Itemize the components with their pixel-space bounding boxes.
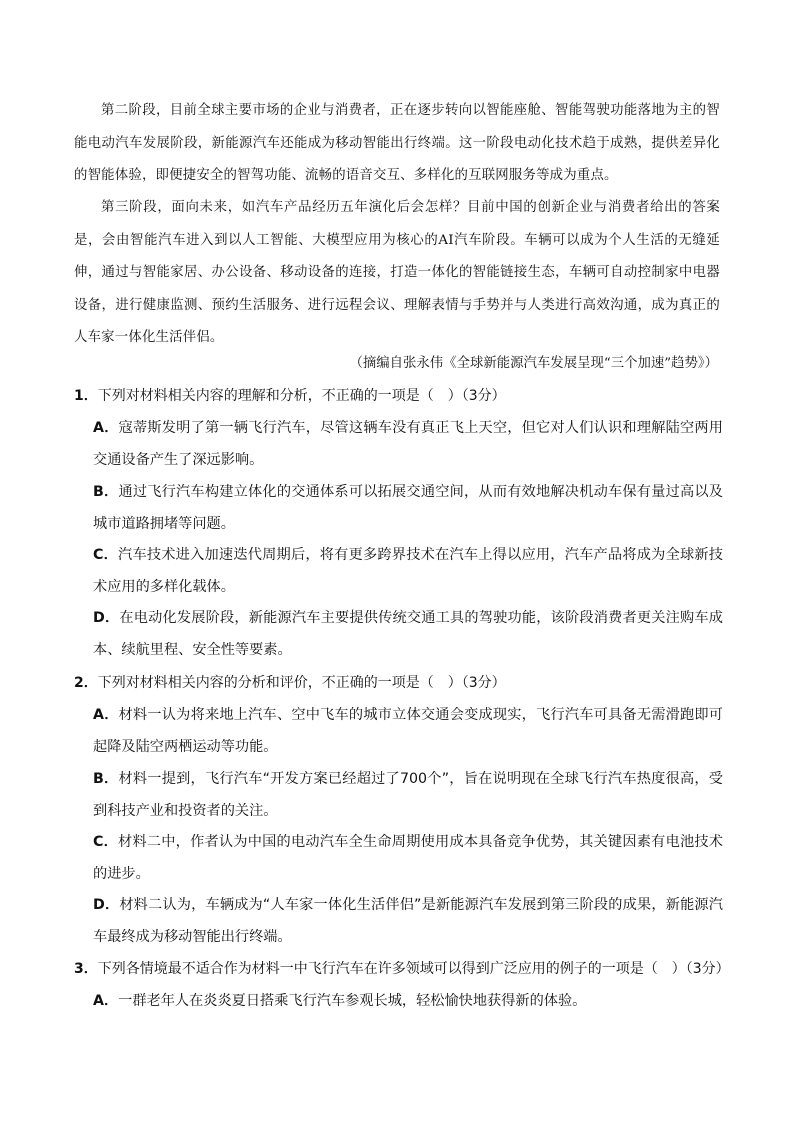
passage-source-citation: （摘编自张永伟《全球新能源汽车发展呈现“三个加速”趋势》） — [349, 356, 718, 371]
option-text: 汽车技术进入加速迭代周期后，将有更多跨界技术在汽车上得以应用，汽车产品将成为全球新技术应用的多样化载体。 — [93, 547, 723, 595]
option-text: 材料二认为，车辆成为“人车家一体化生活伴侣”是新能源汽车发展到第三阶段的成果，新能源汽车最终成为移动智能出行终端。 — [93, 897, 723, 945]
option-text: 一群老年人在炎炎夏日搭乘飞行汽车参观长城，轻松愉快地获得新的体验。 — [118, 993, 587, 1009]
question-3-option-a — [93, 986, 723, 1018]
option-letter: D． — [93, 897, 120, 913]
option-text: 寇蒂斯发明了第一辆飞行汽车，尽管这辆车没有真正飞上天空，但它对人们认识和理解陆空两用交通设备产生了深远影响。 — [93, 420, 723, 468]
question-3-number: 3． — [74, 961, 98, 977]
option-letter: B． — [93, 484, 119, 500]
option-letter: C． — [93, 834, 119, 850]
passage-paragraph-stage-two: 第二阶段，目前全球主要市场的企业与消费者，正在逐步转向以智能座舱、智能驾驶功能落地为主的智能电动汽车发展阶段，新能源汽车还能成为移动智能出行终端。这一阶段电动化技术趋于成熟，提供差异化的智能体验，即便捷安全的智驾功能、流畅的语音交互、多样化的互联网服务等成为重点。 — [74, 103, 720, 183]
question-2-option-c — [93, 827, 723, 890]
question-1-option-b — [93, 477, 723, 540]
option-text: 材料二中，作者认为中国的电动汽车全生命周期使用成本具备竞争优势，其关键因素有电池技术的进步。 — [93, 834, 723, 882]
option-letter: D． — [93, 610, 120, 626]
passage-paragraph-stage-three: 第三阶段，面向未来，如汽车产品经历五年演化后会怎样？目前中国的创新企业与消费者给出的答案是，会由智能汽车进入到以人工智能、大模型应用为核心的AI汽车阶段。车辆可以成为个人生活的无缝延伸，通过与智能家居、办公设备、移动设备的连接，打造一体化的智能链接生态，车辆可自动控制家中电器设备，进行健康监测、预约生活服务、进行远程会议、理解表情与手势并与人类进行高效沟通，成为真正的人车家一体化生活伴侣。 — [74, 200, 720, 345]
question-2-text: 下列对材料相关内容的分析和评价，不正确的一项是（ ）（3分） — [97, 675, 506, 691]
option-text: 材料一认为将来地上汽车、空中飞车的城市立体交通会变成现实，飞行汽车可具备无需滑跑即可起降及陆空两栖运动等功能。 — [93, 707, 723, 755]
question-1-text: 下列对材料相关内容的理解和分析，不正确的一项是（ ）（3分） — [97, 388, 506, 404]
option-letter: A． — [93, 993, 119, 1009]
question-1-option-d — [93, 603, 723, 666]
option-letter: A． — [93, 420, 119, 436]
option-letter: C． — [93, 547, 119, 563]
question-2-option-d — [93, 890, 723, 953]
option-letter: A． — [93, 707, 119, 723]
question-3-stem — [74, 956, 734, 982]
question-1-stem — [74, 383, 734, 409]
question-1-number: 1． — [74, 388, 98, 404]
question-2-option-b — [93, 764, 723, 827]
question-1-option-a — [93, 413, 723, 476]
question-1-option-c — [93, 540, 723, 603]
question-3-text: 下列各情境最不适合作为材料一中飞行汽车在许多领域可以得到广泛应用的例子的一项是（ ）（3分） — [97, 961, 730, 977]
question-2-stem — [74, 670, 734, 696]
question-2-option-a — [93, 700, 723, 763]
option-text: 通过飞行汽车构建立体化的交通体系可以拓展交通空间，从而有效地解决机动车保有量过高以及城市道路拥堵等问题。 — [93, 484, 723, 532]
question-2-number: 2． — [74, 675, 98, 691]
option-letter: B． — [93, 771, 119, 787]
option-text: 在电动化发展阶段，新能源汽车主要提供传统交通工具的驾驶功能，该阶段消费者更关注购车成本、续航里程、安全性等要素。 — [93, 610, 723, 658]
option-text: 材料一提到，飞行汽车“开发方案已经超过了700个”，旨在说明现在全球飞行汽车热度很高，受到科技产业和投资者的关注。 — [93, 771, 723, 819]
